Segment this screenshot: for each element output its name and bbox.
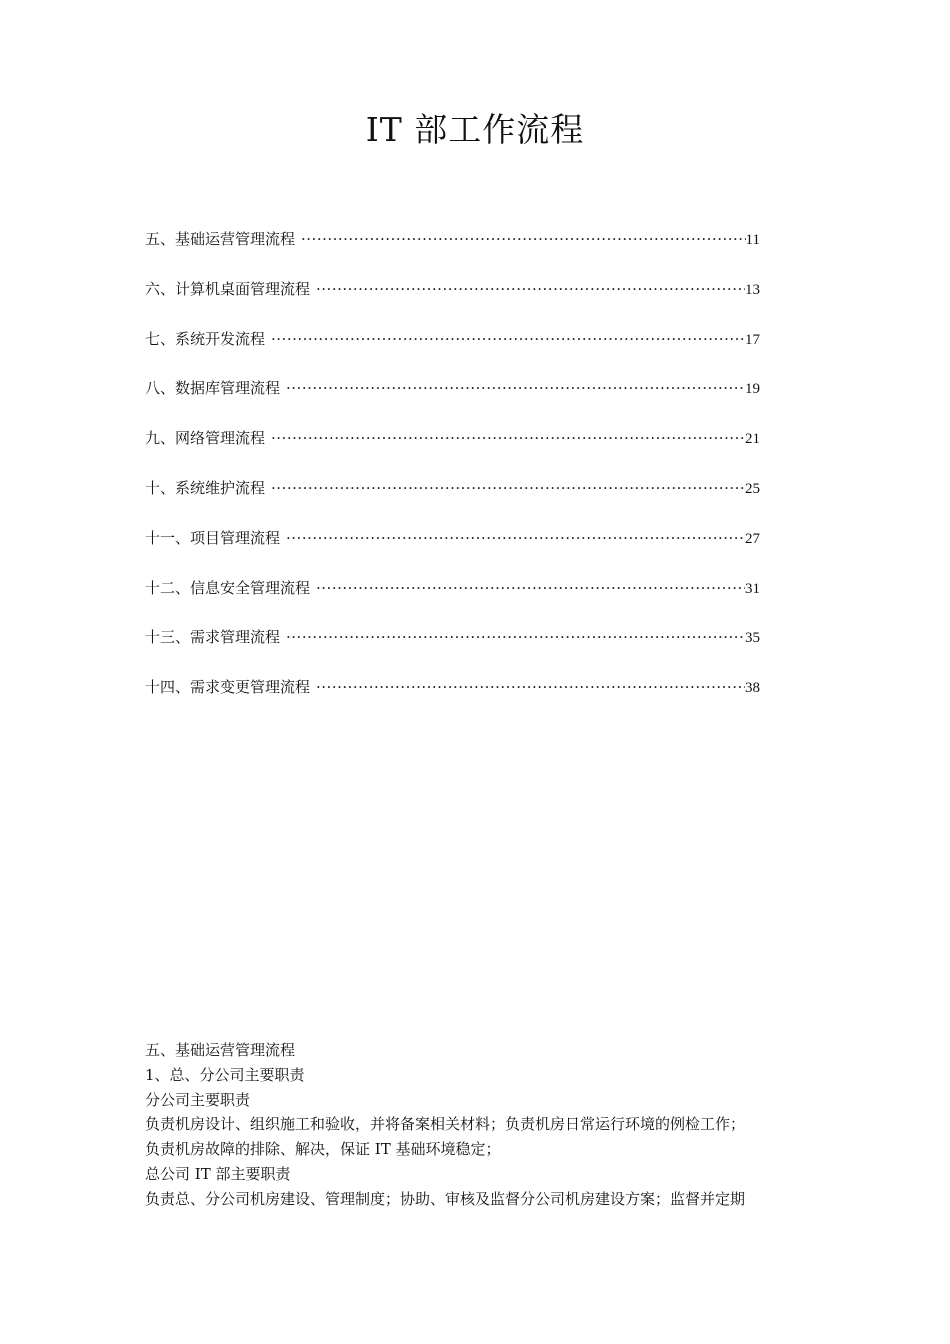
toc-entry-label: 八、数据库管理流程 xyxy=(145,379,281,398)
toc-entry[interactable] xyxy=(145,427,760,477)
toc-dot-leader xyxy=(286,529,745,547)
toc-dot-leader xyxy=(286,628,745,646)
toc-entry-page: 38 xyxy=(745,680,760,697)
toc-dot-leader xyxy=(301,230,746,248)
toc-entry[interactable] xyxy=(145,676,760,726)
hq-duties-title: 总公司 IT 部主要职责 xyxy=(145,1164,291,1183)
branch-duty-paragraph: 负责机房设计、组织施工和验收，并将备案相关材料；负责机房日常运行环境的例检工作； xyxy=(145,1115,746,1134)
toc-entry-label: 七、系统开发流程 xyxy=(145,329,266,348)
toc-entry[interactable] xyxy=(145,626,760,676)
toc-entry[interactable] xyxy=(145,477,760,527)
toc-entry-page: 31 xyxy=(745,580,760,597)
toc-entry-page: 13 xyxy=(745,281,760,298)
toc-entry-page: 21 xyxy=(745,431,760,448)
toc-entry-page: 19 xyxy=(745,381,760,398)
toc-entry-page: 25 xyxy=(745,480,760,497)
toc-entry[interactable] xyxy=(145,527,760,577)
toc-entry-label: 十、系统维护流程 xyxy=(145,478,266,497)
toc-entry[interactable] xyxy=(145,228,760,278)
toc-entry[interactable] xyxy=(145,577,760,627)
table-of-contents xyxy=(145,228,760,726)
toc-dot-leader xyxy=(286,379,745,397)
section-heading: 五、基础运营管理流程 xyxy=(145,1041,296,1059)
toc-entry-page: 27 xyxy=(745,530,760,547)
document-title: IT 部工作流程 xyxy=(365,110,585,149)
toc-entry-label: 十二、信息安全管理流程 xyxy=(145,578,311,597)
toc-entry-page: 35 xyxy=(745,630,760,647)
toc-entry-label: 十四、需求变更管理流程 xyxy=(145,678,311,697)
toc-entry-label: 六、计算机桌面管理流程 xyxy=(145,279,311,298)
toc-dot-leader xyxy=(271,429,745,447)
toc-entry[interactable] xyxy=(145,377,760,427)
toc-dot-leader xyxy=(271,479,745,497)
toc-dot-leader xyxy=(316,280,745,298)
toc-dot-leader xyxy=(316,678,745,696)
section-subheading: 1、总、分公司主要职责 xyxy=(145,1065,305,1084)
toc-entry-label: 十一、项目管理流程 xyxy=(145,528,281,547)
hq-duty-paragraph: 负责总、分公司机房建设、管理制度；协助、审核及监督分公司机房建设方案；监督并定期 xyxy=(145,1189,746,1208)
toc-entry[interactable] xyxy=(145,278,760,328)
toc-entry-label: 十三、需求管理流程 xyxy=(145,628,281,647)
section-body xyxy=(145,1038,825,1212)
toc-entry-page: 11 xyxy=(745,232,760,248)
toc-entry[interactable] xyxy=(145,328,760,378)
toc-entry-label: 五、基础运营管理流程 xyxy=(145,230,296,248)
toc-entry-label: 九、网络管理流程 xyxy=(145,429,266,448)
branch-duty-paragraph: 负责机房故障的排除、解决，保证 IT 基础环境稳定； xyxy=(145,1140,501,1159)
toc-dot-leader xyxy=(316,579,745,597)
branch-duties-title: 分公司主要职责 xyxy=(145,1090,251,1109)
toc-entry-page: 17 xyxy=(745,331,760,348)
toc-dot-leader xyxy=(271,330,745,348)
